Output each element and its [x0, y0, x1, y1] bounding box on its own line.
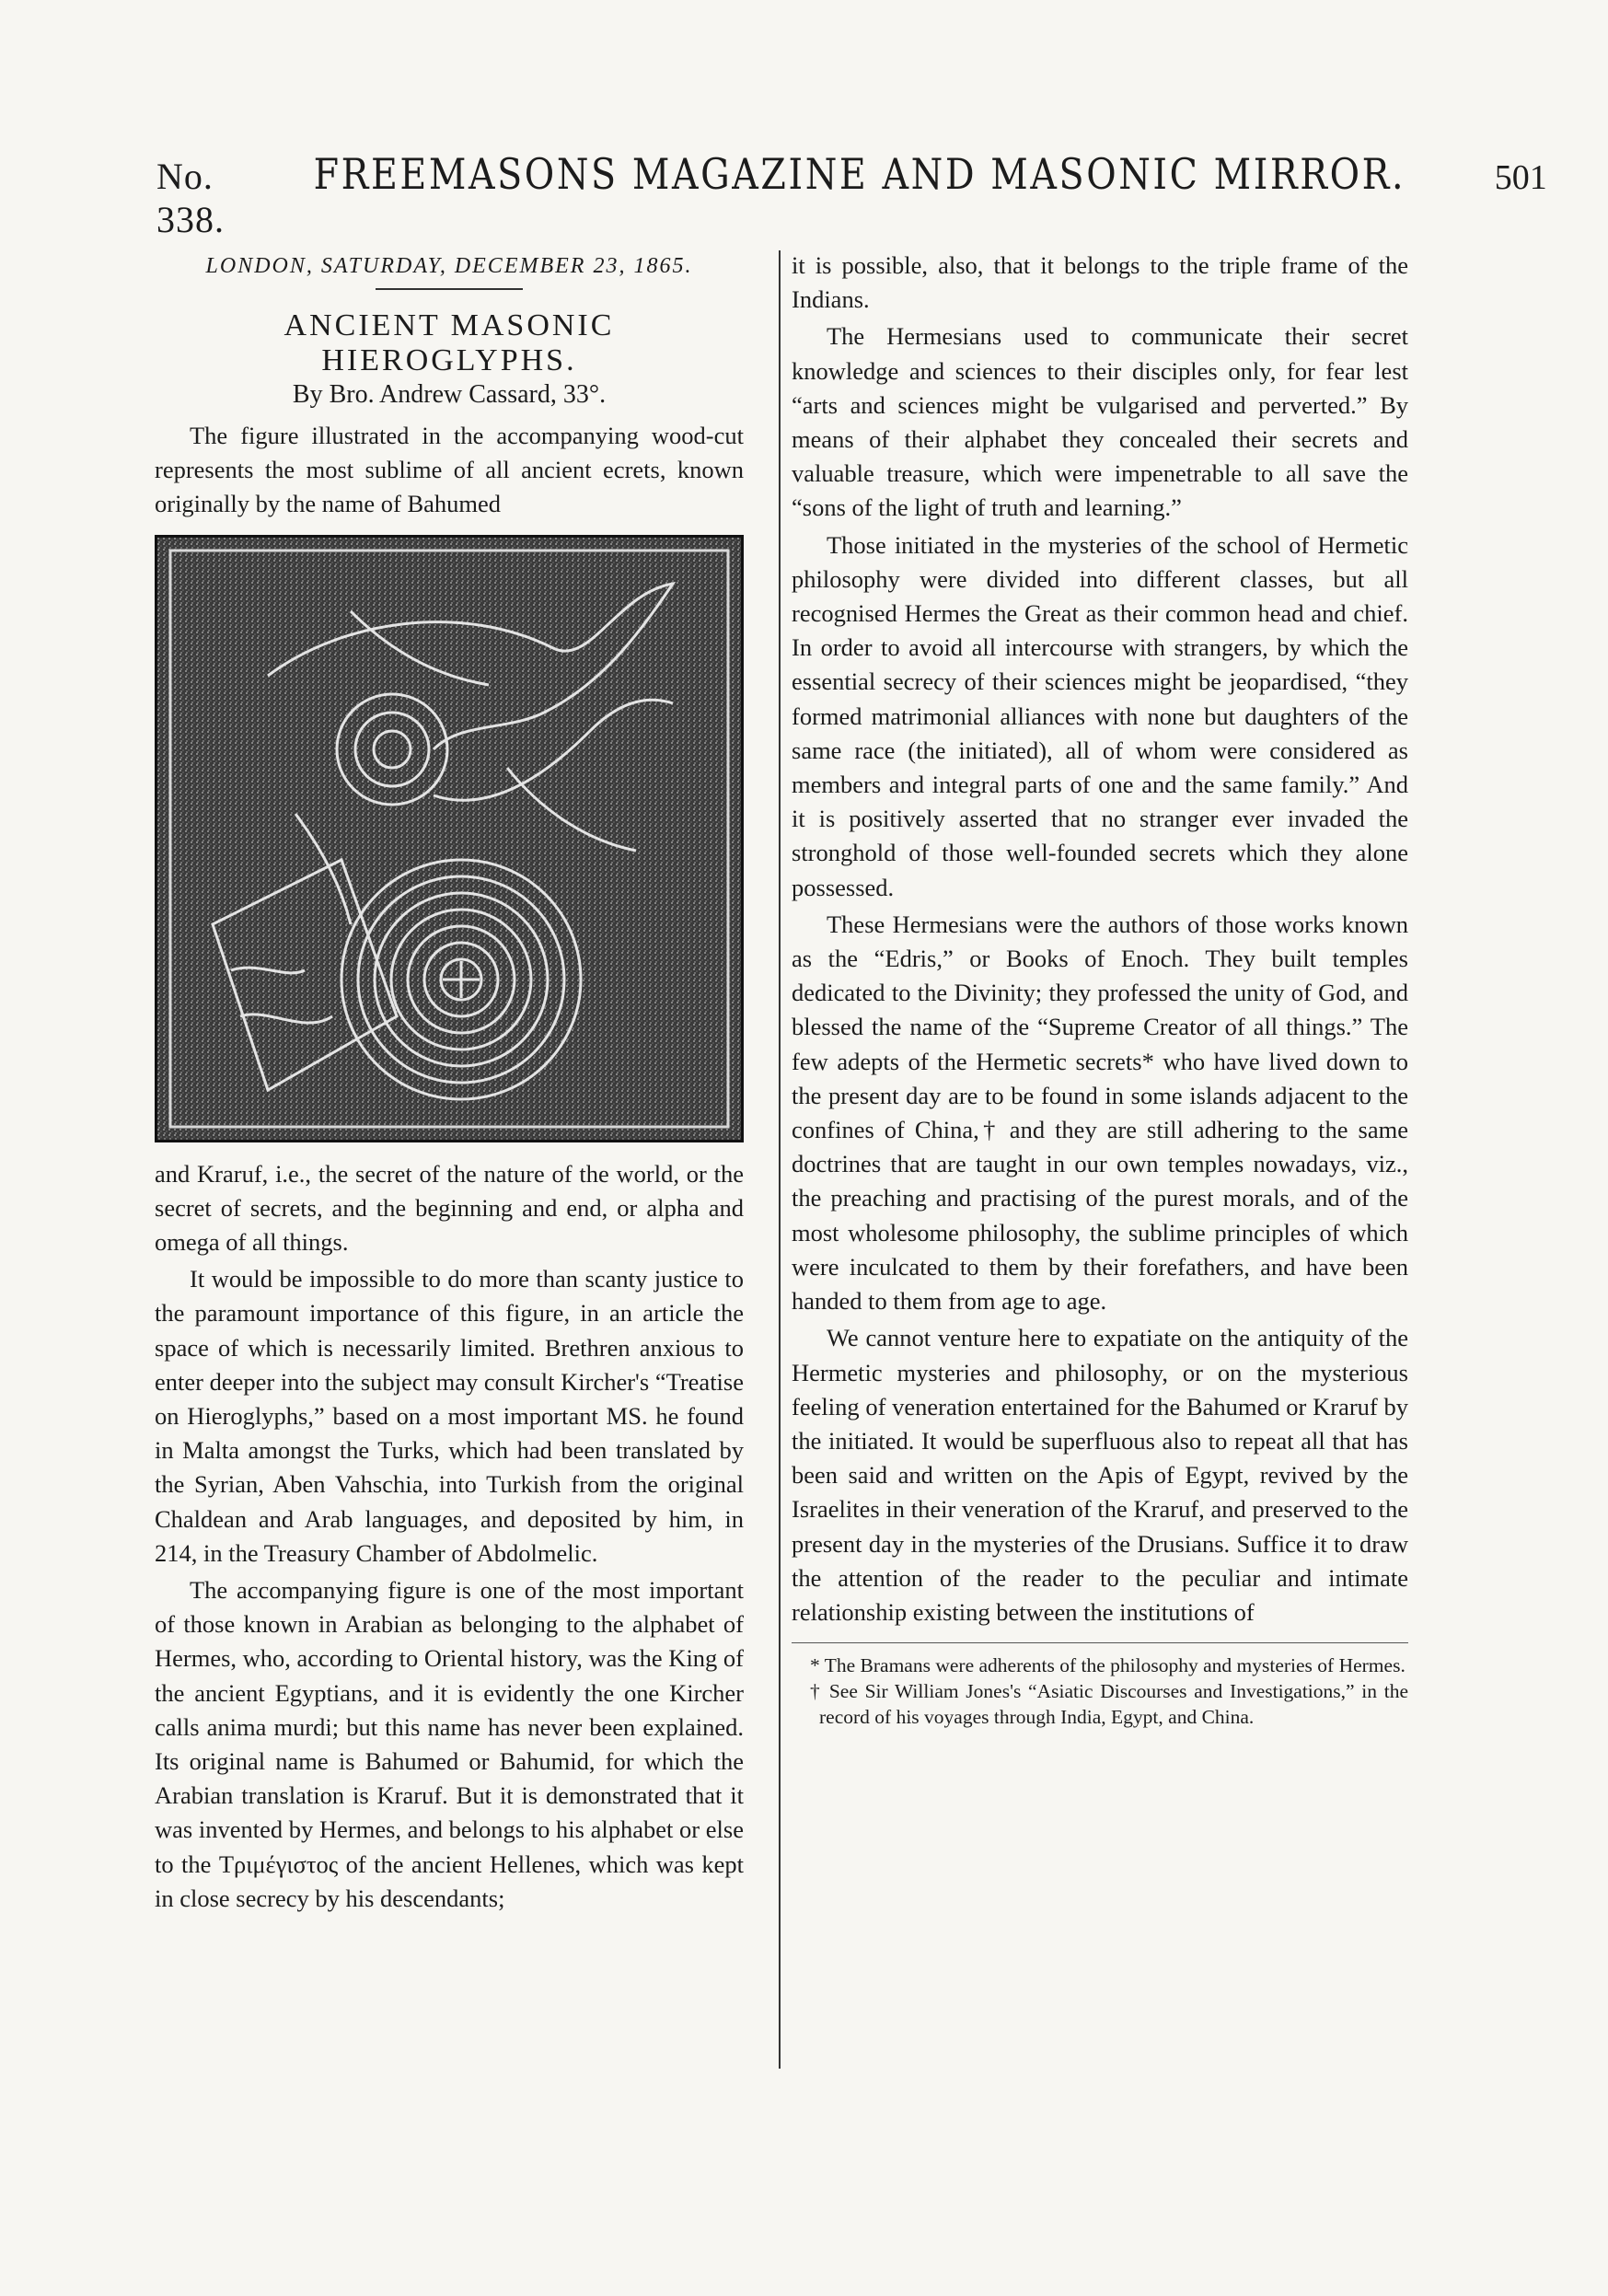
right-paragraph-1: it is possible, also, that it belongs to the triple frame of the Indians. [792, 251, 1408, 314]
footnote-1: * The Bramans were adherents of the philosophy and mysteries of Hermes. [810, 1654, 1406, 1677]
article-title: ANCIENT MASONIC HIEROGLYPHS. [283, 308, 615, 377]
magazine-title: FREEMASONS MAGAZINE AND MASONIC MIRROR. [313, 149, 1406, 199]
article-byline: By Bro. Andrew Cassard, 33°. [292, 380, 607, 409]
left-paragraph-1: and Kraruf, i.e., the secret of the nature of the world, or the secret of secrets, and the beginning and end, or alpha and omega of all things. [155, 1159, 744, 1257]
right-paragraph-2: The Hermesians used to communicate their secret knowledge and sciences to their disciples only, for fear lest “arts and sciences might be vulgarised and perverted.” By means of their alphabet they concealed their secrets and valuable treasure, which were impenetrable to all save the “sons of the light of truth and learning.” [792, 322, 1408, 522]
footnotes [792, 1642, 1408, 1730]
right-paragraph-4: These Hermesians were the authors of those works known as the “Edris,” or Books of Enoch. They built temples dedicated to the Divinity; they professed the unity of God, and blessed the name of the “Supreme Creator of all things.” The few adepts of the Hermetic secrets* who have lived down to the present day are to be found in some islands adjacent to the confines of China,† and they are still adhering to the same doctrines that are taught in our own temples nowadays, viz., the preaching and practising of the purest morals, and of the most wholesome philosophy, the sublime principles of which were inculcated to them by their forefathers, and have been handed to them from age to age. [792, 910, 1408, 1316]
right-paragraph-5: We cannot venture here to expatiate on the antiquity of the Hermetic mysteries and philosophy, or on the mysterious feeling of veneration entertained for the Bahumed or Kraruf by the initiated. It would be superfluous also to repeat all that has been said and written on the Apis of Egypt, revived by the Israelites in their veneration of the Kraruf, and preserved to the present day in the mysteries of the Drusians. Suffice it to draw the attention of the reader to the peculiar and intimate relationship existing between the institutions of [792, 1324, 1408, 1626]
masthead [156, 149, 1547, 240]
woodcut-figure-icon [155, 535, 744, 1142]
left-column [155, 249, 744, 1916]
page-number: 501 [1494, 158, 1547, 197]
footnote-2: † See Sir William Jones's “Asiatic Discourses and Investigations,” in the record of his voyages through India, Egypt, and China. [810, 1680, 1408, 1729]
right-paragraph-3: Those initiated in the mysteries of the school of Hermetic philosophy were divided into different classes, but all recognised Hermes the Great as their common head and chief. In order to avoid all intercourse with strangers, by which the essential secrecy of their sciences might be jeopardised, “they formed matrimonial alliances with none but daughters of the same race (the initiated), all of whom were considered as members and integral parts of one and the same family.” And it is positively asserted that no stranger ever invaded the stronghold of those well-founded secrets which they alone possessed. [792, 530, 1408, 901]
left-paragraph-3: The accompanying figure is one of the most important of those known in Arabian as belonging to the alphabet of Hermes, who, according to Oriental history, was the King of the ancient Egyptians, and it is evidently the one Kircher calls anima murdi; but this name has never been explained. Its original name is Bahumed or Bahumid, for which the Arabian translation is Kraruf. But it is demonstrated that it was invented by Hermes, and belongs to his alphabet or else to the Τριμέγιστος of the ancient Hellenes, which was kept in close secrecy by his descendants; [155, 1576, 745, 1912]
column-divider [779, 250, 781, 2069]
dateline: LONDON, SATURDAY, DECEMBER 23, 1865. [205, 254, 693, 278]
intro-paragraph: The figure illustrated in the accompanying wood-cut represents the most sublime of all ancient ecrets, known originally by the name of Bahumed [155, 422, 744, 518]
issue-number: No. 338. [156, 156, 225, 240]
right-column [792, 249, 1408, 1730]
left-paragraph-2: It would be impossible to do more than scanty justice to the paramount importance of this figure, in an article the space of which is necessarily limited. Brethren anxious to enter deeper into the subject may consult Kircher's “Treatise on Hieroglyphs,” based on a most important MS. he found in Malta amongst the Turks, which had been translated by the Syrian, Aben Vahschia, into Turkish from the original Chaldean and Arab languages, and deposited by him, in 214, in the Treasury Chamber of Abdolmelic. [155, 1265, 744, 1567]
dateline-rule [376, 288, 523, 290]
